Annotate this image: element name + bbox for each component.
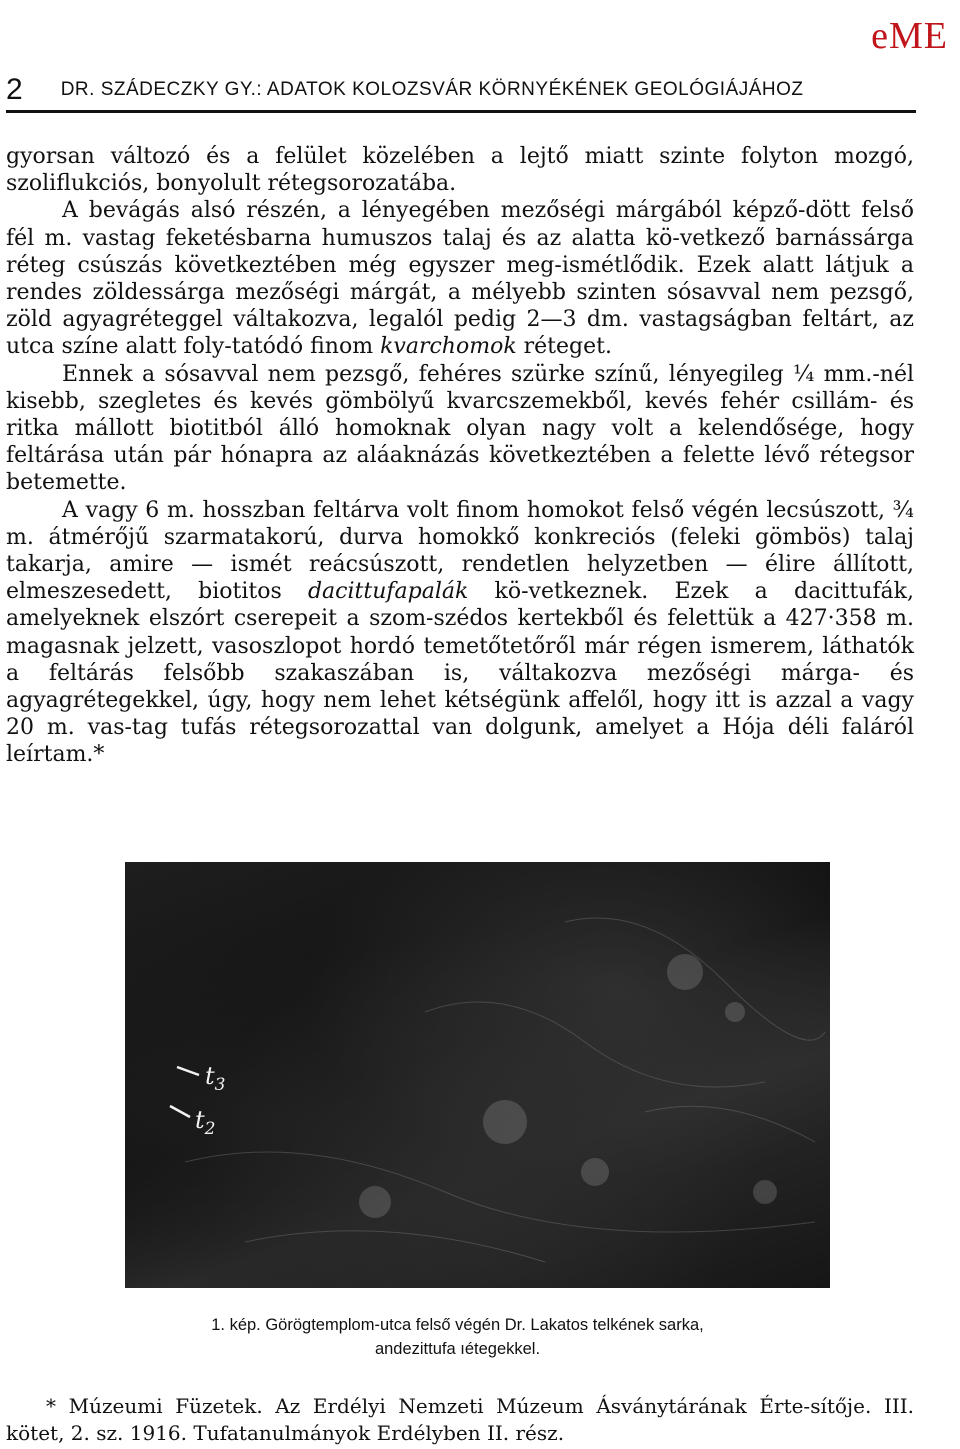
page-number: 2 — [6, 73, 23, 106]
arrow-line-t3 — [177, 1067, 199, 1075]
paragraph — [6, 197, 914, 360]
footnote-marker: * — [46, 1394, 56, 1418]
eme-logo: eME — [871, 15, 948, 57]
figure-caption — [0, 1313, 915, 1361]
paragraph-text: gyorsan változó és a felület közelében a lejtő miatt szinte folyton mozgó, szoliflukciós, bonyolult rétegsorozatába. — [6, 144, 914, 197]
figure-photo — [125, 862, 830, 1288]
paragraph-text: A bevágás alsó részén, a lényegében mezőségi márgából képző-dött felső fél m. vastag feketésbarna humuszos talaj és az alatta kö-vetkező barnássárga réteg csúszás következtében még egyszer meg-ismétlődik. Ezek alatt látjuk a rendes zöldessárga mezőségi márgát, a mélyebb szinten sósavval nem pezsgő, zöld agyagréteggel váltakozva, legalól pedig 2—3 dm. vastagságban feltárt, az utca színe alatt foly-tatódó finom — [6, 198, 914, 360]
paragraph-text: A vagy 6 m. hosszban feltárva volt finom homokot felső végén lecsúszott, ¾ m. átmérőjű szarmatakorú, durva homokkő konkreciós (feleki gömbös) talaj takarja, amire — ismét reácsúszott, rendetlen helyzetben — élire állított, elmeszesedett, biotitos — [6, 497, 914, 605]
paragraph-text: Ennek a sósavval nem pezsgő, fehéres szürke színű, lényegileg ¼ mm.-nél kisebb, szegletes és kevés gömbölyű kvarcszemekből, kevés fehér csillám- és ritka mállott biotitból álló homoknak olyan nagy volt a kelendősége, hogy feltárása után pár hónapra az aláaknázás következtében a felette lévő rétegsor betemette. — [6, 361, 914, 496]
paragraph-text: réteget. — [516, 334, 612, 360]
footnote-text: Múzeumi Füzetek. Az Erdélyi Nemzeti Múzeum Ásványtárának Érte-sítője. III. kötet, 2. sz. 1916. Tufatanulmányok Erdélyben II. rész. — [6, 1394, 914, 1445]
italic-term: kvarchomok — [380, 334, 517, 360]
photo-label-t2: $t_2$ — [195, 1106, 216, 1139]
page-header — [6, 70, 916, 113]
caption-line-2: andezittufa ıétegekkel. — [374, 1340, 541, 1358]
body-text — [6, 143, 914, 769]
photo-texture — [125, 862, 830, 1288]
photo-label-t3: $t_3$ — [205, 1062, 226, 1095]
paragraph — [6, 143, 914, 197]
arrow-line-t2 — [170, 1106, 190, 1117]
footnote — [6, 1393, 914, 1447]
paragraph — [6, 361, 914, 497]
caption-line-1: 1. kép. Görögtemplom-utca felső végén Dr. Lakatos telkének sarka, — [211, 1316, 704, 1334]
paragraph-text: kö-vetkeznek. Ezek a dacittufák, amelyeknek elszórt cserepeit a szom-szédos kertekből és felettük a 427·358 m. magasnak jelzett, vasoszlopot hordó temetőtetőről már régen ismerem, láthatók a feltárás felsőbb szakaszában is, váltakozva mezőségi márga- és agyagrétegekkel, úgy, hogy nem lehet kétségünk affelől, hogy itt is azzal a vagy 20 m. vas-tag tufás rétegsorozattal van dolgunk, amelyet a Hója déli faláról leírtam.* — [6, 579, 914, 768]
running-head: DR. SZÁDECZKY GY.: ADATOK KOLOZSVÁR KÖRNYÉKÉNEK GEOLÓGIÁJÁHOZ — [60, 79, 804, 100]
paragraph — [6, 497, 914, 769]
italic-term: dacittufapalák — [307, 579, 469, 605]
